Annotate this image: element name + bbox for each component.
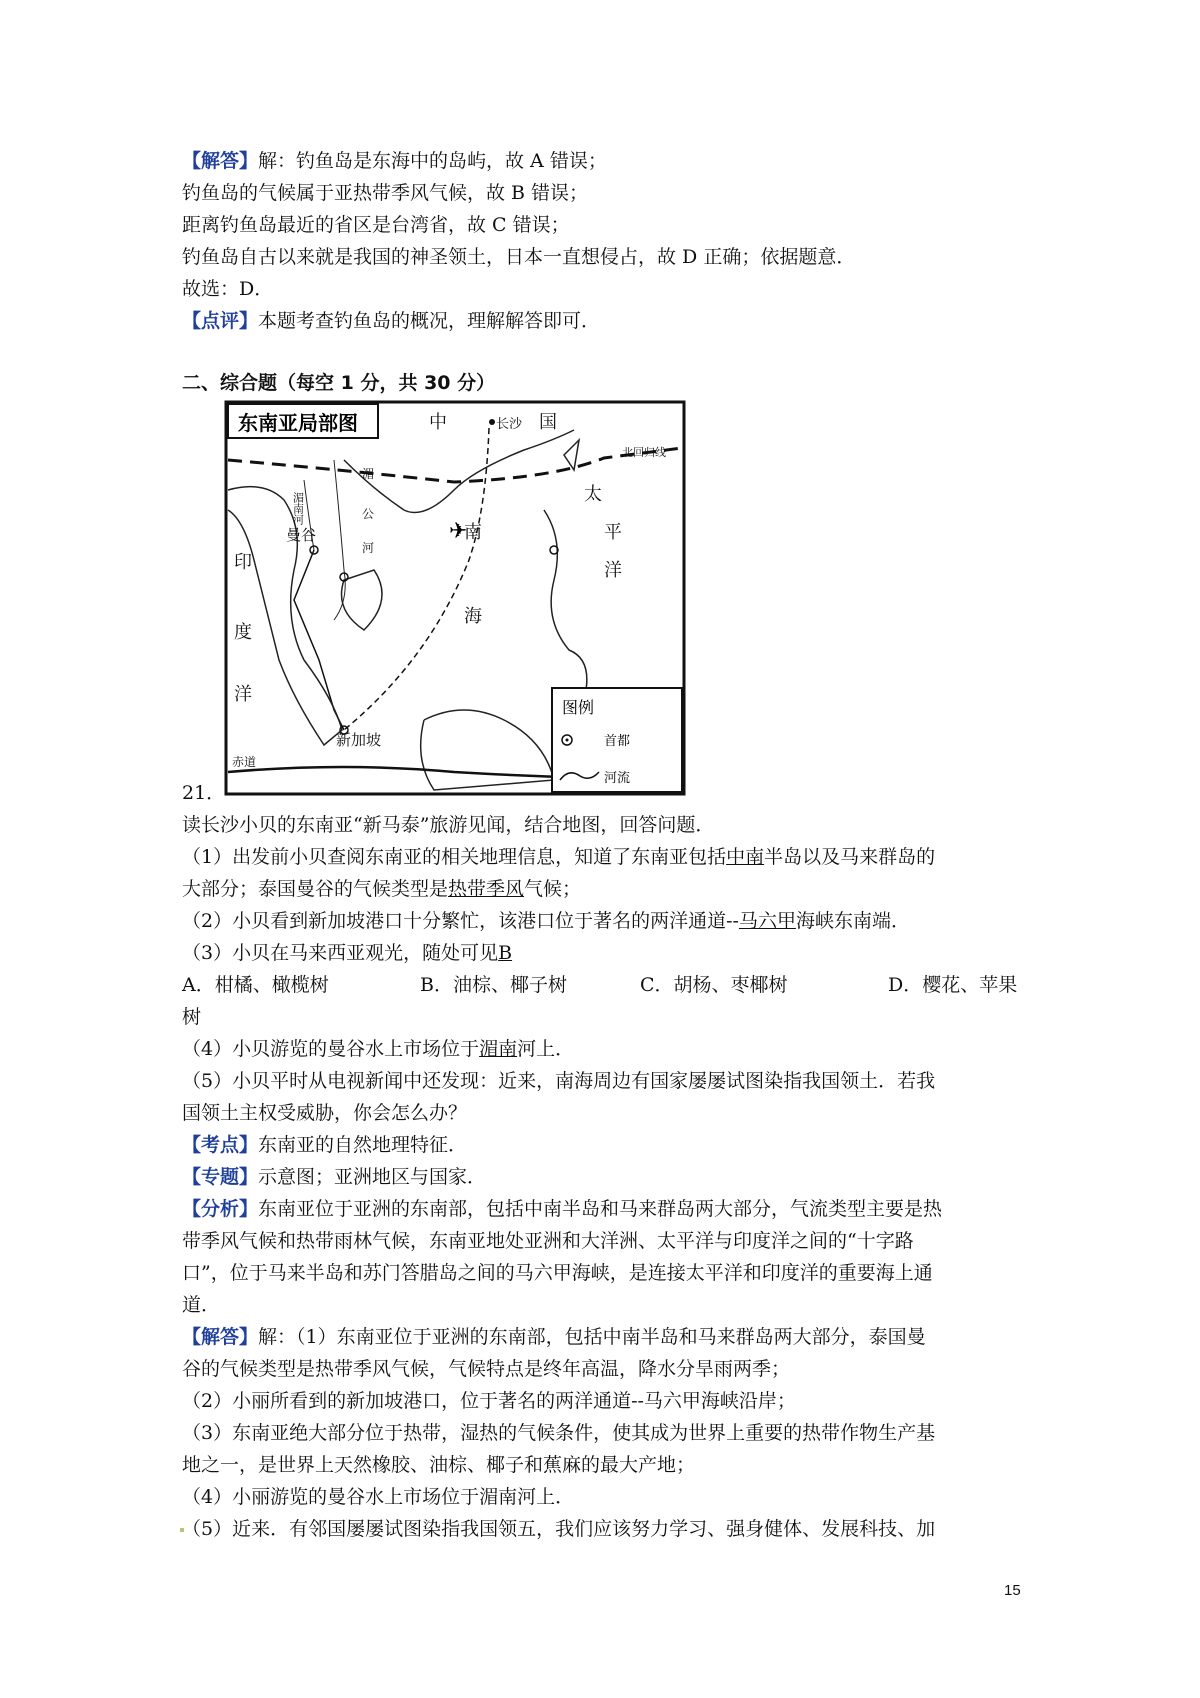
section-title: 二、综合题（每空 1 分，共 30 分） bbox=[182, 372, 496, 394]
svg-text:洋: 洋 bbox=[604, 560, 622, 581]
option-a: A．柑橘、橄榄树 bbox=[182, 974, 329, 996]
svg-text:洋: 洋 bbox=[234, 684, 252, 705]
answer-line: 钓鱼岛的气候属于亚热带季风气候，故 B 错误； bbox=[182, 182, 589, 204]
svg-text:印: 印 bbox=[234, 552, 252, 573]
svg-text:北回归线: 北回归线 bbox=[622, 446, 666, 459]
svg-text:湄南河: 湄南河 bbox=[291, 492, 305, 525]
zhuanti-line: 【专题】示意图；亚洲地区与国家． bbox=[182, 1166, 487, 1188]
kaodian-line: 【考点】东南亚的自然地理特征． bbox=[182, 1134, 468, 1156]
option-d: D．樱花、苹果 bbox=[888, 974, 1018, 996]
svg-text:新加坡: 新加坡 bbox=[336, 731, 382, 749]
question-part-1: （1）出发前小贝查阅东南亚的相关地理信息，知道了东南亚包括中南半岛以及马来群岛的 bbox=[182, 846, 936, 868]
svg-text:国: 国 bbox=[539, 412, 557, 433]
answer-tag: 【解答】 bbox=[182, 150, 259, 172]
svg-text:度: 度 bbox=[234, 622, 252, 643]
fenxi-line: 口”，位于马来半岛和苏门答腊岛之间的马六甲海峡，是连接太平洋和印度洋的重要海上通 bbox=[182, 1262, 933, 1284]
fenxi-line: 带季风气候和热带雨林气候，东南亚地处亚洲和大洋洲、太平洋与印度洋之间的“十字路 bbox=[182, 1230, 914, 1252]
svg-text:中: 中 bbox=[429, 412, 447, 433]
answer-blank: 马六甲 bbox=[738, 910, 796, 932]
svg-text:海: 海 bbox=[464, 606, 482, 627]
fenxi-line: 道． bbox=[182, 1294, 221, 1316]
jieda-line: 谷的气候类型是热带季风气候，气候特点是终年高温，降水分旱雨两季； bbox=[182, 1358, 791, 1380]
svg-text:赤道: 赤道 bbox=[232, 755, 257, 769]
question-part-5-cont: 国领土主权受威胁，你会怎么办？ bbox=[182, 1102, 468, 1124]
svg-text:河: 河 bbox=[362, 541, 375, 555]
svg-text:曼谷: 曼谷 bbox=[286, 526, 317, 544]
comment-tag: 【点评】 bbox=[182, 310, 259, 332]
question-intro: 读长沙小贝的东南亚“新马泰”旅游见闻，结合地图，回答问题． bbox=[182, 814, 715, 836]
fenxi-line: 【分析】东南亚位于亚洲的东南部，包括中南半岛和马来群岛两大部分，气流类型主要是热 bbox=[182, 1198, 943, 1220]
svg-text:湄: 湄 bbox=[362, 467, 375, 481]
answer-line: 【解答】解：钓鱼岛是东海中的岛屿，故 A 错误； bbox=[182, 150, 607, 172]
question-number: 21． bbox=[182, 782, 226, 804]
jieda-line: 【解答】解：（1）东南亚位于亚洲的东南部，包括中南半岛和马来群岛两大部分，泰国曼 bbox=[182, 1326, 926, 1348]
answer-blank: 热带季风 bbox=[448, 878, 525, 900]
question-part-2: （2）小贝看到新加坡港口十分繁忙，该港口位于著名的两洋通道--马六甲海峡东南端． bbox=[182, 910, 910, 932]
svg-text:平: 平 bbox=[604, 522, 622, 543]
svg-text:✈: ✈ bbox=[449, 519, 468, 544]
answer-blank: 湄南 bbox=[479, 1038, 518, 1060]
svg-text:太: 太 bbox=[584, 484, 602, 505]
jieda-line: 地之一，是世界上天然橡胶、油棕、椰子和蕉麻的最大产地； bbox=[182, 1454, 696, 1476]
svg-text:公: 公 bbox=[362, 507, 375, 521]
comment-line: 【点评】本题考查钓鱼岛的概况，理解解答即可． bbox=[182, 310, 601, 332]
svg-text:河流: 河流 bbox=[604, 771, 631, 786]
svg-text:首都: 首都 bbox=[604, 734, 631, 749]
jieda-line: （4）小丽游览的曼谷水上市场位于湄南河上． bbox=[182, 1486, 575, 1508]
answer-line: 故选：D． bbox=[182, 278, 274, 300]
jieda-line: （5）近来．有邻国屡屡试图染指我国领五，我们应该努力学习、强身健体、发展科技、加 bbox=[182, 1518, 936, 1540]
option-b: B．油棕、椰子树 bbox=[420, 974, 567, 996]
map-title: 东南亚局部图 bbox=[238, 411, 358, 435]
answer-blank: 中南 bbox=[726, 846, 765, 868]
southeast-asia-map bbox=[224, 400, 686, 796]
question-part-5: （5）小贝平时从电视新闻中还发现：近来，南海周边有国家屡屡试图染指我国领土．若我 bbox=[182, 1070, 936, 1092]
svg-text:长沙: 长沙 bbox=[496, 417, 523, 432]
svg-text:南: 南 bbox=[464, 522, 482, 543]
answer-line: 钓鱼岛自古以来就是我国的神圣领土，日本一直想侵占，故 D 正确；依据题意． bbox=[182, 246, 856, 268]
svg-text:图例: 图例 bbox=[562, 698, 595, 717]
option-c: C．胡杨、枣椰树 bbox=[640, 974, 788, 996]
option-d-cont: 树 bbox=[182, 1006, 202, 1028]
page-number: 15 bbox=[1004, 1582, 1021, 1599]
question-part-4: （4）小贝游览的曼谷水上市场位于湄南河上． bbox=[182, 1038, 575, 1060]
question-part-1-cont: 大部分；泰国曼谷的气候类型是热带季风气候； bbox=[182, 878, 582, 900]
question-part-3: （3）小贝在马来西亚观光，随处可见B bbox=[182, 942, 513, 964]
answer-blank: B bbox=[498, 942, 513, 964]
answer-line: 距离钓鱼岛最近的省区是台湾省，故 C 错误； bbox=[182, 214, 570, 236]
jieda-line: （2）小丽所看到的新加坡港口，位于著名的两洋通道--马六甲海峡沿岸； bbox=[182, 1390, 796, 1412]
jieda-line: （3）东南亚绝大部分位于热带，湿热的气候条件，使其成为世界上重要的热带作物生产基 bbox=[182, 1422, 936, 1444]
